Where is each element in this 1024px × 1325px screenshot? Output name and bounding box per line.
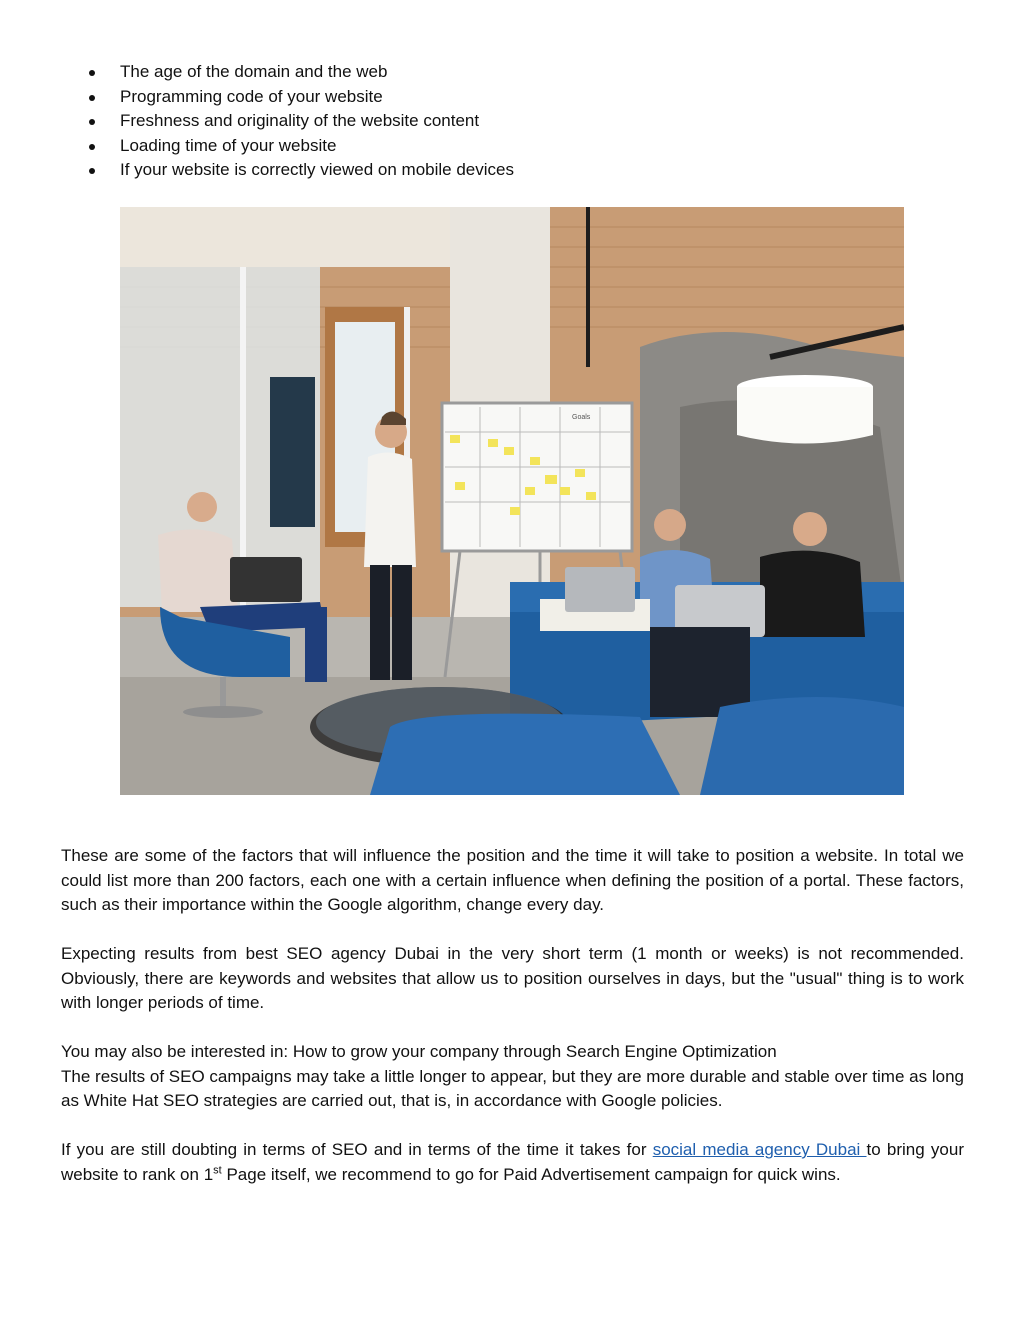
list-item — [87, 85, 514, 110]
paragraph-seo-results — [61, 1040, 964, 1114]
bullet-icon — [89, 144, 95, 150]
list-item-text: The age of the domain and the web — [120, 62, 388, 81]
list-item — [87, 60, 514, 85]
whiteboard-heading: Goals — [572, 414, 591, 421]
list-item-text: Freshness and originality of the website content — [120, 111, 480, 131]
bullet-icon — [89, 119, 95, 125]
paragraph-expectations: Expecting results from best SEO agency Dubai in the very short term (1 month or weeks) is not recommended. Obviously, there are keywords and websites that allow us to position ourselves in days, but the "usual" thing is to work with longer periods of time. — [61, 944, 964, 1013]
interest-line: You may also be interested in: How to grow your company through Search Engine Optimization — [61, 1042, 777, 1061]
list-item — [87, 109, 514, 134]
list-item — [87, 158, 514, 183]
bullet-icon — [89, 168, 95, 174]
bullet-icon — [89, 70, 95, 76]
social-media-agency-link[interactable]: social media agency Dubai — [652, 1140, 867, 1159]
results-text: The results of SEO campaigns may take a little longer to appear, but they are more durable and stable over time as long as White Hat SEO strategies are carried out, that is, in accordance with Google policies. — [61, 1066, 964, 1111]
list-item-text: Loading time of your website — [120, 135, 337, 155]
list-item-text: Programming code of your website — [120, 86, 383, 106]
paragraph-recommendation — [61, 1138, 964, 1187]
bullet-icon — [89, 95, 95, 101]
recommendation-text-middle: to bring your website to rank on 1 — [61, 1140, 964, 1184]
list-item-text: If your website is correctly viewed on mobile devices — [120, 160, 514, 180]
recommendation-text-end: Page itself, we recommend to go for Paid Advertisement campaign for quick wins. — [221, 1164, 841, 1184]
recommendation-text-start: If you are still doubting in terms of SEO and in terms of the time it takes for — [61, 1140, 653, 1159]
office-meeting-photo — [120, 207, 904, 795]
factor-bullet-list — [87, 60, 514, 183]
paragraph-factors: These are some of the factors that will influence the position and the time it will take to position a website. In total we could list more than 200 factors, each one with a certain influence when defining the position of a portal. These factors, such as their importance within the Google algorithm, change every day. — [61, 846, 964, 915]
list-item — [87, 134, 514, 159]
ordinal-suffix: st — [213, 1163, 222, 1176]
